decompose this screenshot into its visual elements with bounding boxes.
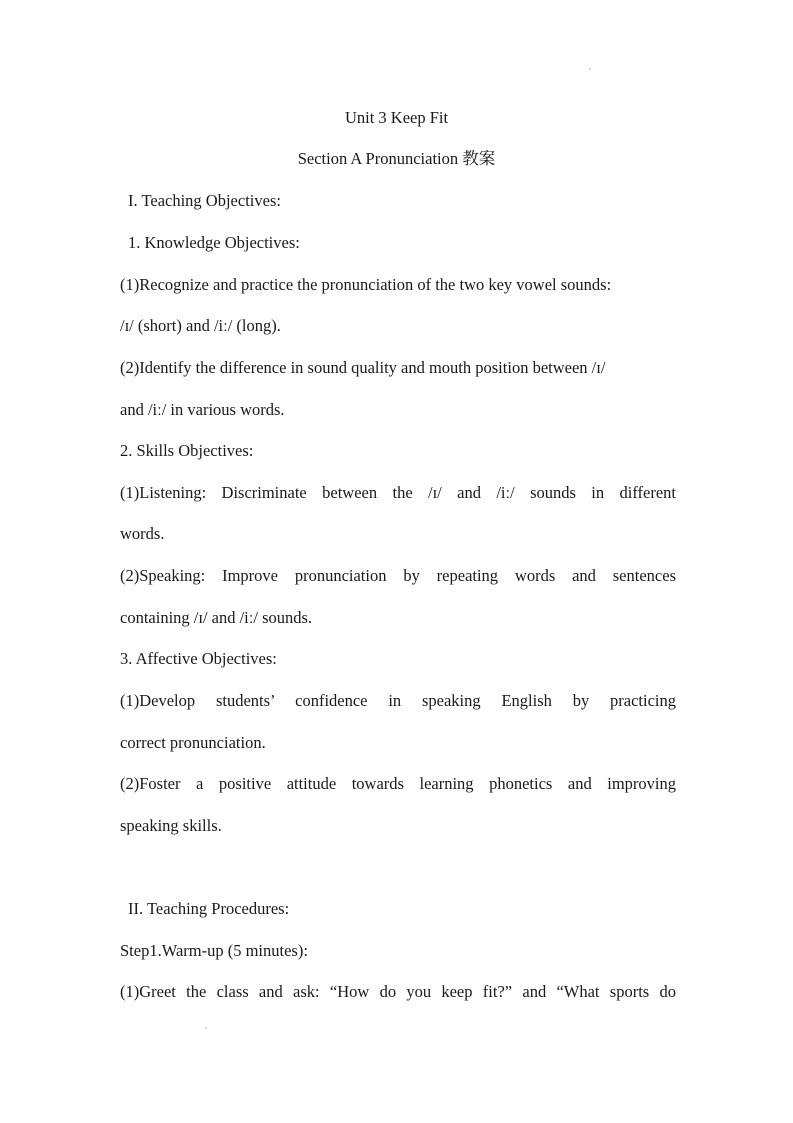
scan-speck [589,68,591,70]
scan-speck [205,1027,207,1029]
paragraph-line: (2)Identify the difference in sound quality and mouth position between /ɪ/ [120,358,606,377]
paragraph-line: (1)Develop students’ confidence in speaking English by practicing [120,691,676,710]
section-heading-procedures: II. Teaching Procedures: [128,899,290,918]
paragraph-line: and /iː/ in various words. [120,400,285,419]
paragraph-line: (1)Greet the class and ask: “How do you keep fit?” and “What sports do [120,982,676,1001]
paragraph-line: (2)Foster a positive attitude towards learning phonetics and improving [120,774,676,793]
subheading-affective: 3. Affective Objectives: [120,649,277,668]
section-heading-objectives: I. Teaching Objectives: [128,191,281,210]
subheading-skills: 2. Skills Objectives: [120,441,254,460]
document-title: Unit 3 Keep Fit [344,108,449,127]
subheading-knowledge: 1. Knowledge Objectives: [128,233,300,252]
paragraph-line: words. [120,524,165,543]
paragraph-line: /ɪ/ (short) and /iː/ (long). [120,316,281,335]
paragraph-line: correct pronunciation. [120,733,266,752]
paragraph-line: (2)Speaking: Improve pronunciation by repeating words and sentences [120,566,676,585]
document-subtitle: Section A Pronunciation 教案 [297,149,496,168]
paragraph-line: containing /ɪ/ and /iː/ sounds. [120,608,313,627]
subheading-step1: Step1.Warm-up (5 minutes): [120,941,308,960]
paragraph-line: (1)Listening: Discriminate between the /ɪ/ and /iː/ sounds in different [120,483,676,502]
paragraph-line: speaking skills. [120,816,222,835]
paragraph-line: (1)Recognize and practice the pronunciation of the two key vowel sounds: [120,275,612,294]
